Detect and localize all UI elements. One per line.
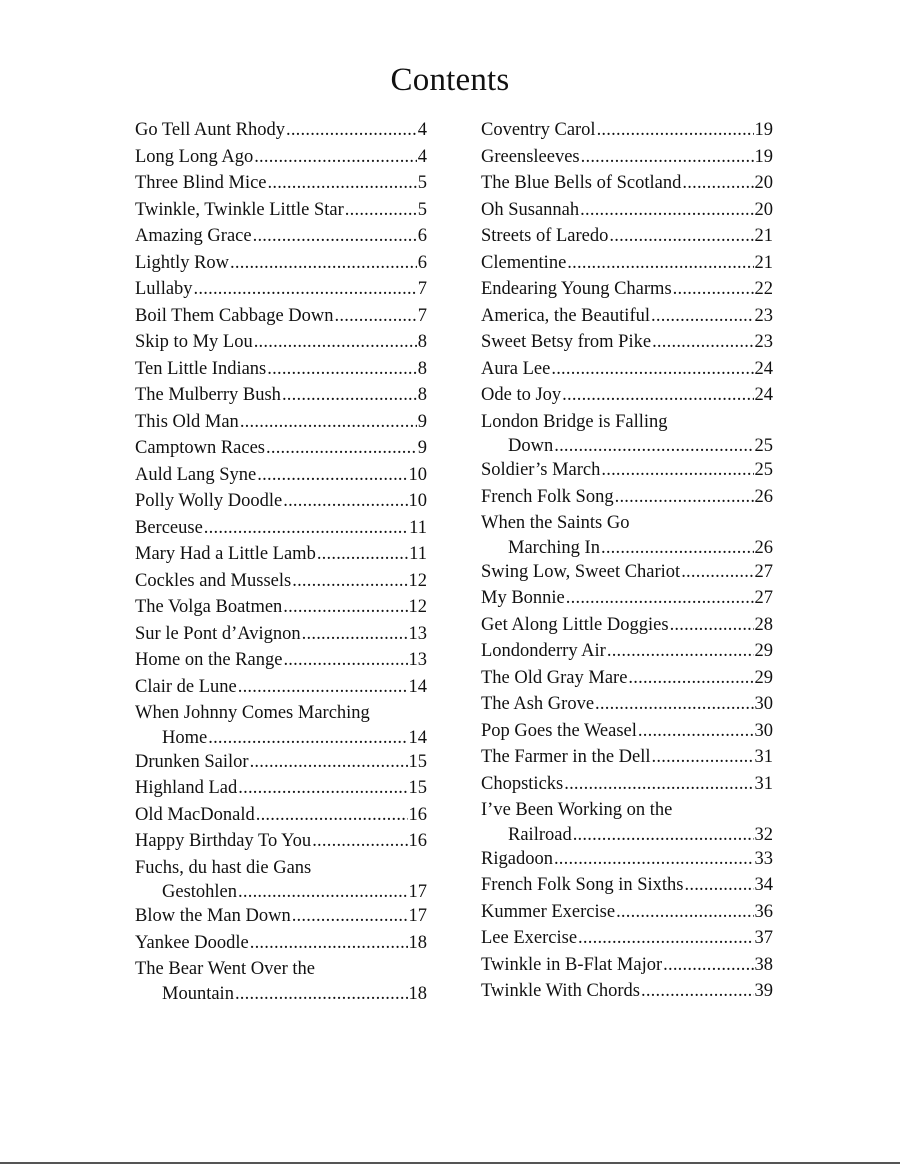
dot-leader xyxy=(302,621,408,648)
toc-entry-title: Streets of Laredo xyxy=(481,226,609,246)
toc-entry[interactable] xyxy=(481,612,773,639)
toc-entry[interactable] xyxy=(135,647,427,674)
toc-entry[interactable] xyxy=(481,638,773,665)
toc-entry-title: Endearing Young Charms xyxy=(481,279,672,299)
dot-leader xyxy=(615,484,754,511)
toc-entry[interactable] xyxy=(481,144,773,171)
dot-leader xyxy=(566,585,754,612)
toc-entry-page-number: 5 xyxy=(417,173,427,193)
dot-leader xyxy=(652,329,753,356)
toc-entry[interactable] xyxy=(135,621,427,648)
toc-entry[interactable] xyxy=(481,665,773,692)
toc-entry-page-number: 38 xyxy=(754,954,773,975)
toc-entry-page-number: 19 xyxy=(754,146,773,167)
toc-entry[interactable] xyxy=(135,568,427,595)
dot-leader xyxy=(638,718,754,745)
dot-leader xyxy=(250,930,408,957)
dot-leader xyxy=(240,409,417,436)
toc-entry[interactable] xyxy=(135,956,427,1005)
toc-entry-page-number: 27 xyxy=(754,561,773,582)
toc-entry[interactable] xyxy=(135,674,427,701)
dot-leader xyxy=(253,223,417,250)
toc-entry-title: Rigadoon xyxy=(481,848,553,869)
toc-entry-title: The Ash Grove xyxy=(481,694,595,714)
toc-entry-title: The Volga Boatmen xyxy=(135,597,283,617)
toc-entry[interactable] xyxy=(135,382,427,409)
toc-entry-title-continuation: Marching In xyxy=(508,537,600,558)
toc-entry-page-number: 8 xyxy=(417,332,427,352)
dot-leader xyxy=(283,488,407,515)
toc-entry-page-number: 23 xyxy=(754,305,773,326)
dot-leader xyxy=(238,881,407,903)
toc-entry-page-number: 17 xyxy=(408,882,427,902)
toc-entry-page-number: 8 xyxy=(417,385,427,405)
toc-entry[interactable] xyxy=(481,797,773,846)
toc-entry-title: Yankee Doodle xyxy=(135,932,249,953)
toc-entry-page-number: 6 xyxy=(417,252,427,273)
toc-entry[interactable] xyxy=(481,585,773,612)
toc-entry-title: Sweet Betsy from Pike xyxy=(481,332,652,352)
toc-entry[interactable] xyxy=(481,484,773,511)
toc-entry-title: Berceuse xyxy=(135,517,203,538)
dot-leader xyxy=(682,170,753,197)
toc-entry-title: Aura Lee xyxy=(481,358,551,379)
toc-entry[interactable] xyxy=(135,223,427,250)
toc-entry-page-number: 9 xyxy=(417,438,427,458)
dot-leader xyxy=(652,744,754,771)
toc-entry[interactable] xyxy=(135,541,427,568)
toc-entry[interactable] xyxy=(135,930,427,957)
toc-entry-title: Twinkle With Chords xyxy=(481,981,640,1001)
dot-leader xyxy=(230,250,417,277)
toc-entry-title: Londonderry Air xyxy=(481,641,606,661)
toc-entry-page-number: 31 xyxy=(754,773,773,794)
toc-entry-title: Go Tell Aunt Rhody xyxy=(135,120,285,140)
toc-entry[interactable] xyxy=(481,197,773,224)
toc-entry[interactable] xyxy=(481,223,773,250)
toc-entry-title: When the Saints Go xyxy=(481,513,630,533)
toc-entry-page-number: 10 xyxy=(408,464,427,485)
toc-entry-page-number: 22 xyxy=(754,279,773,299)
toc-entry-page-number: 39 xyxy=(754,981,773,1001)
toc-entry-page-number: 27 xyxy=(754,588,773,608)
toc-entry[interactable] xyxy=(481,952,773,979)
toc-entry-title: London Bridge is Falling xyxy=(481,411,668,432)
toc-entry[interactable] xyxy=(481,250,773,277)
dot-leader xyxy=(673,276,754,303)
toc-entry[interactable] xyxy=(481,170,773,197)
dot-leader xyxy=(607,638,754,665)
toc-entry[interactable] xyxy=(135,303,427,330)
dot-leader xyxy=(317,541,408,568)
toc-entry-title: Boil Them Cabbage Down xyxy=(135,305,334,326)
toc-entry-title: Swing Low, Sweet Chariot xyxy=(481,561,681,582)
dot-leader xyxy=(670,612,754,639)
toc-entry-page-number: 16 xyxy=(408,804,427,825)
toc-entry[interactable] xyxy=(481,457,773,484)
toc-entry-page-number: 31 xyxy=(754,747,773,767)
toc-entry[interactable] xyxy=(481,771,773,798)
toc-entry[interactable] xyxy=(481,899,773,926)
toc-entry-page-number: 32 xyxy=(754,824,773,845)
toc-entry[interactable] xyxy=(481,382,773,409)
dot-leader xyxy=(567,250,753,277)
toc-entry-title: The Bear Went Over the xyxy=(135,959,316,979)
toc-entry-title: Cockles and Mussels xyxy=(135,570,292,591)
dot-leader xyxy=(573,824,754,846)
toc-entry[interactable] xyxy=(135,356,427,383)
dot-leader xyxy=(256,802,408,829)
toc-entry-title: This Old Man xyxy=(135,411,239,432)
toc-entry-title: Camptown Races xyxy=(135,438,265,458)
toc-entry[interactable] xyxy=(135,594,427,621)
toc-entry-page-number: 25 xyxy=(754,460,773,480)
toc-entry-title: Highland Lad xyxy=(135,778,238,798)
dot-leader xyxy=(268,170,417,197)
toc-entry-page-number: 11 xyxy=(409,517,427,538)
toc-entry-page-number: 23 xyxy=(754,332,773,352)
toc-entry-title-continuation: Gestohlen xyxy=(162,882,238,902)
dot-leader xyxy=(641,978,754,1005)
dot-leader xyxy=(254,329,417,356)
toc-entry-page-number: 4 xyxy=(417,146,427,167)
toc-entry-title: Amazing Grace xyxy=(135,226,252,246)
toc-entry[interactable] xyxy=(135,828,427,855)
toc-entry-title-continuation: Mountain xyxy=(162,983,234,1004)
dot-leader xyxy=(601,457,753,484)
toc-entry-title-continuation: Down xyxy=(508,436,554,456)
toc-entry-page-number: 20 xyxy=(754,199,773,220)
toc-entry-page-number: 18 xyxy=(408,932,427,953)
dot-leader xyxy=(254,144,417,171)
contents-column-left xyxy=(135,117,427,1005)
toc-entry-title: Clair de Lune xyxy=(135,676,237,697)
dot-leader xyxy=(601,537,754,559)
dot-leader xyxy=(283,647,407,674)
toc-entry[interactable] xyxy=(135,700,427,749)
toc-entry[interactable] xyxy=(481,356,773,383)
toc-entry-title: Polly Wolly Doodle xyxy=(135,491,283,511)
toc-entry-page-number: 33 xyxy=(754,848,773,869)
toc-entry[interactable] xyxy=(135,276,427,303)
toc-entry[interactable] xyxy=(135,488,427,515)
dot-leader xyxy=(250,749,408,776)
toc-entry-title: The Blue Bells of Scotland xyxy=(481,173,682,193)
dot-leader xyxy=(551,356,753,383)
toc-entry[interactable] xyxy=(481,744,773,771)
toc-entry-title: Coventry Carol xyxy=(481,120,596,140)
toc-entry-page-number: 15 xyxy=(408,751,427,772)
dot-leader xyxy=(257,462,407,489)
toc-entry-page-number: 11 xyxy=(409,544,427,564)
dot-leader xyxy=(292,903,408,930)
toc-entry-title: Happy Birthday To You xyxy=(135,831,312,851)
toc-entry-page-number: 10 xyxy=(408,491,427,511)
dot-leader xyxy=(554,435,753,457)
toc-entry[interactable] xyxy=(135,329,427,356)
toc-entry-title: Ten Little Indians xyxy=(135,358,267,379)
toc-entry[interactable] xyxy=(481,117,773,144)
toc-entry[interactable] xyxy=(481,329,773,356)
dot-leader xyxy=(204,515,408,542)
dot-leader xyxy=(597,117,754,144)
toc-entry[interactable] xyxy=(481,846,773,873)
toc-entry-page-number: 12 xyxy=(408,597,427,617)
toc-entry-page-number: 8 xyxy=(417,358,427,379)
toc-entry[interactable] xyxy=(135,435,427,462)
toc-entry-page-number: 15 xyxy=(408,778,427,798)
toc-entry-page-number: 30 xyxy=(754,694,773,714)
toc-entry[interactable] xyxy=(135,515,427,542)
dot-leader xyxy=(266,435,417,462)
toc-entry-title: The Farmer in the Dell xyxy=(481,747,651,767)
toc-entry-page-number: 37 xyxy=(754,928,773,948)
toc-entry-page-number: 28 xyxy=(754,614,773,635)
toc-entry-page-number: 19 xyxy=(754,120,773,140)
dot-leader xyxy=(208,727,407,749)
toc-entry-title: Three Blind Mice xyxy=(135,173,267,193)
toc-entry-title: Lightly Row xyxy=(135,252,230,273)
toc-entry-title: Clementine xyxy=(481,252,567,273)
toc-entry-page-number: 29 xyxy=(754,667,773,688)
toc-entry-title: Greensleeves xyxy=(481,146,580,167)
toc-entry-title: Blow the Man Down xyxy=(135,906,291,926)
toc-entry[interactable] xyxy=(481,691,773,718)
toc-entry-page-number: 7 xyxy=(417,305,427,326)
toc-entry[interactable] xyxy=(481,559,773,586)
dot-leader xyxy=(562,382,753,409)
toc-entry-title: My Bonnie xyxy=(481,588,565,608)
toc-entry[interactable] xyxy=(135,462,427,489)
toc-entry-page-number: 24 xyxy=(754,385,773,405)
toc-entry-page-number: 7 xyxy=(417,279,427,299)
toc-entry-page-number: 29 xyxy=(754,641,773,661)
toc-entry-page-number: 30 xyxy=(754,720,773,741)
toc-entry[interactable] xyxy=(135,855,427,904)
dot-leader xyxy=(578,925,753,952)
dot-leader xyxy=(616,899,753,926)
dot-leader xyxy=(554,846,754,873)
dot-leader xyxy=(286,117,417,144)
toc-entry[interactable] xyxy=(135,170,427,197)
dot-leader xyxy=(345,197,417,224)
toc-entry[interactable] xyxy=(135,775,427,802)
toc-entry-title: Kummer Exercise xyxy=(481,901,616,922)
toc-entry-title: Twinkle, Twinkle Little Star xyxy=(135,199,344,220)
toc-entry-title: The Old Gray Mare xyxy=(481,667,628,688)
toc-entry-title: French Folk Song xyxy=(481,486,614,507)
toc-entry-page-number: 4 xyxy=(417,120,427,140)
toc-entry-page-number: 9 xyxy=(417,411,427,432)
toc-entry-title: Lullaby xyxy=(135,279,193,299)
dot-leader xyxy=(595,691,753,718)
dot-leader xyxy=(235,983,408,1005)
toc-entry[interactable] xyxy=(481,409,773,458)
toc-entry-title: Old MacDonald xyxy=(135,804,255,825)
toc-entry-title: The Mulberry Bush xyxy=(135,385,281,405)
dot-leader xyxy=(663,952,753,979)
toc-entry-title: Chopsticks xyxy=(481,773,564,794)
toc-entry[interactable] xyxy=(481,872,773,899)
toc-entry-title: French Folk Song in Sixths xyxy=(481,875,684,895)
toc-entry-title: Auld Lang Syne xyxy=(135,464,257,485)
toc-entry-title-continuation: Home xyxy=(162,727,208,748)
dot-leader xyxy=(238,775,407,802)
dot-leader xyxy=(580,197,753,224)
toc-entry[interactable] xyxy=(135,749,427,776)
toc-entry-title: America, the Beautiful xyxy=(481,305,651,326)
toc-entry[interactable] xyxy=(481,718,773,745)
contents-column-right xyxy=(481,117,773,1005)
dot-leader xyxy=(282,382,417,409)
toc-entry[interactable] xyxy=(481,510,773,559)
toc-entry[interactable] xyxy=(135,250,427,277)
toc-entry-title-continuation: Railroad xyxy=(508,824,572,845)
toc-entry[interactable] xyxy=(135,197,427,224)
toc-entry-title: Get Along Little Doggies xyxy=(481,614,669,635)
toc-entry-page-number: 21 xyxy=(754,252,773,273)
dot-leader xyxy=(267,356,416,383)
toc-entry-page-number: 20 xyxy=(754,173,773,193)
dot-leader xyxy=(609,223,753,250)
toc-entry-title: Pop Goes the Weasel xyxy=(481,720,637,741)
dot-leader xyxy=(238,674,408,701)
toc-entry-page-number: 14 xyxy=(408,727,427,748)
toc-entry-page-number: 34 xyxy=(754,875,773,895)
toc-entry-title: Sur le Pont d’Avignon xyxy=(135,623,301,644)
toc-entry-title: Long Long Ago xyxy=(135,146,254,167)
toc-entry-title: Soldier’s March xyxy=(481,460,601,480)
dot-leader xyxy=(283,594,407,621)
toc-entry-title: Twinkle in B-Flat Major xyxy=(481,954,663,975)
toc-entry-title: I’ve Been Working on the xyxy=(481,800,673,820)
toc-entry-title: Ode to Joy xyxy=(481,385,562,405)
dot-leader xyxy=(194,276,417,303)
dot-leader xyxy=(335,303,417,330)
toc-entry-page-number: 17 xyxy=(408,906,427,926)
toc-entry-page-number: 14 xyxy=(408,676,427,697)
toc-entry[interactable] xyxy=(481,978,773,1005)
toc-entry[interactable] xyxy=(135,144,427,171)
toc-entry[interactable] xyxy=(481,276,773,303)
toc-entry-page-number: 18 xyxy=(408,983,427,1004)
dot-leader xyxy=(564,771,753,798)
toc-entry-title: Lee Exercise xyxy=(481,928,578,948)
toc-entry-title: Drunken Sailor xyxy=(135,751,249,772)
toc-entry-title: Mary Had a Little Lamb xyxy=(135,544,316,564)
toc-entry-page-number: 6 xyxy=(417,226,427,246)
toc-entry-title: When Johnny Comes Marching xyxy=(135,703,370,723)
toc-entry-title: Home on the Range xyxy=(135,650,283,670)
toc-entry[interactable] xyxy=(135,802,427,829)
dot-leader xyxy=(292,568,407,595)
dot-leader xyxy=(651,303,753,330)
toc-entry[interactable] xyxy=(135,409,427,436)
toc-entry-page-number: 13 xyxy=(408,650,427,670)
toc-entry[interactable] xyxy=(481,303,773,330)
toc-entry-page-number: 21 xyxy=(754,226,773,246)
toc-entry-page-number: 5 xyxy=(417,199,427,220)
toc-entry-page-number: 26 xyxy=(754,537,773,558)
toc-entry[interactable] xyxy=(135,903,427,930)
toc-entry-title: Skip to My Lou xyxy=(135,332,253,352)
dot-leader xyxy=(628,665,753,692)
page-title: Contents xyxy=(390,62,510,98)
toc-entry-title: Fuchs, du hast die Gans xyxy=(135,857,312,878)
dot-leader xyxy=(685,872,754,899)
toc-entry[interactable] xyxy=(135,117,427,144)
toc-entry-title: Oh Susannah xyxy=(481,199,580,220)
toc-entry-page-number: 26 xyxy=(754,486,773,507)
toc-entry-page-number: 13 xyxy=(408,623,427,644)
dot-leader xyxy=(312,828,407,855)
toc-entry[interactable] xyxy=(481,925,773,952)
toc-entry-page-number: 24 xyxy=(754,358,773,379)
dot-leader xyxy=(581,144,754,171)
dot-leader xyxy=(681,559,753,586)
toc-entry-page-number: 12 xyxy=(408,570,427,591)
toc-entry-page-number: 36 xyxy=(754,901,773,922)
toc-entry-page-number: 25 xyxy=(754,436,773,456)
toc-entry-page-number: 16 xyxy=(408,831,427,851)
